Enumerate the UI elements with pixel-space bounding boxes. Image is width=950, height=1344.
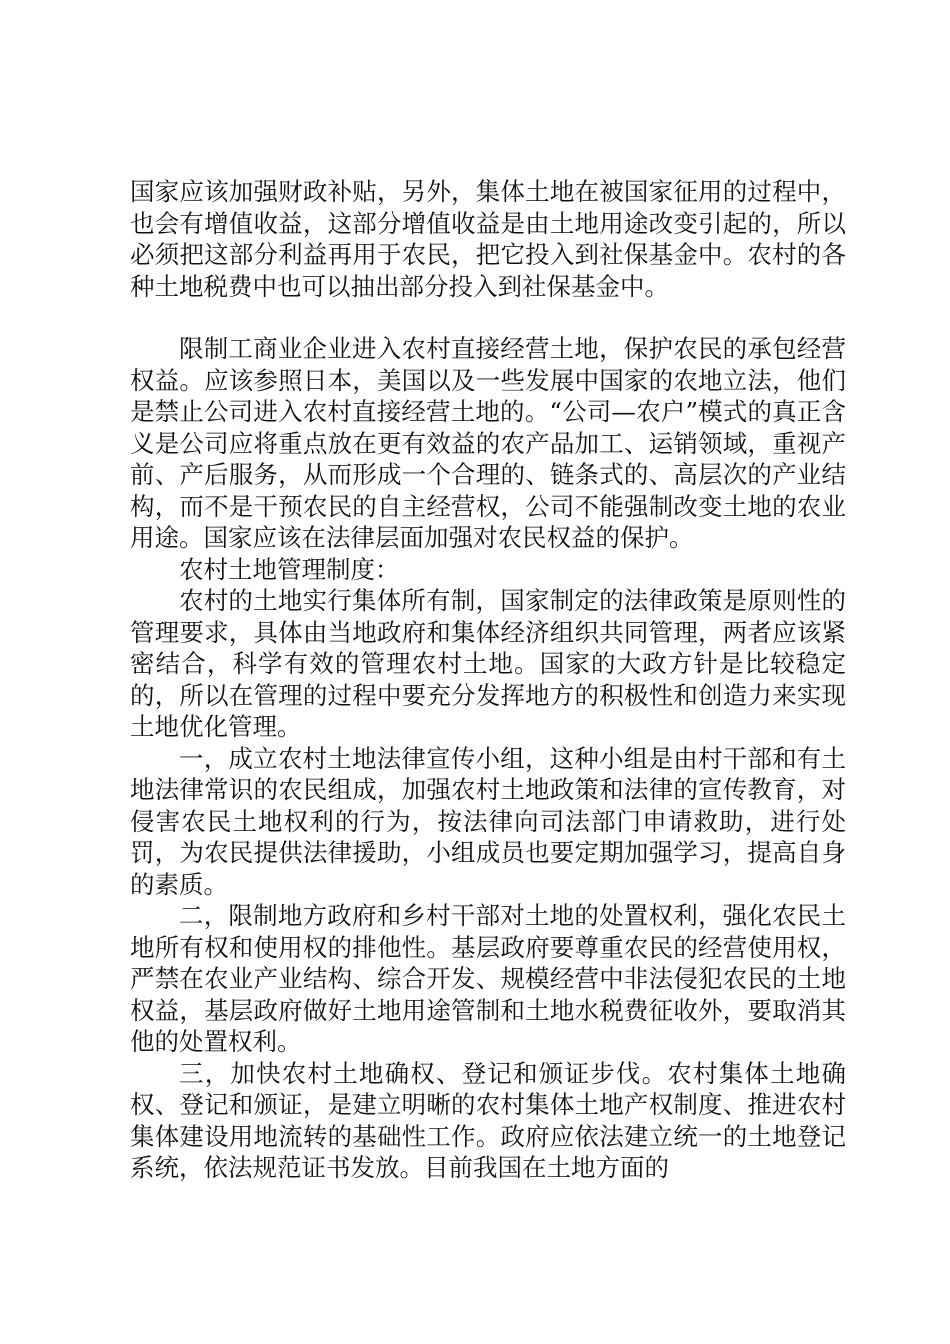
paragraph-social-security-funding: 国家应该加强财政补贴，另外，集体土地在被国家征用的过程中，也会有增值收益，这部分增值收益是由土地用途改变引起的，所以必须把这部分利益再用于农民，把它投入到社保基金中。农村的各种土地税费中也可以抽出部分投入到社保基金中。	[130, 177, 846, 301]
section-heading-land-management: 农村土地管理制度：	[179, 554, 400, 584]
paragraph-item-two: 二，限制地方政府和乡村干部对土地的处置权利，强化农民土地所有权和使用权的排他性。基层政府要尊重农民的经营使用权，严禁在农业产业结构、综合开发、规模经营中非法侵犯农民的土地权益，基层政府做好土地用途管制和土地水税费征收外，要取消其他的处置权利。	[130, 901, 846, 1056]
document-body	[130, 176, 846, 1184]
paragraph-spacer	[130, 302, 846, 333]
paragraph-item-one: 一，成立农村土地法律宣传小组，这种小组是由村干部和有土地法律常识的农民组成，加强农村土地政策和法律的宣传教育，对侵害农民土地权利的行为，按法律向司法部门申请救助，进行处罚，为农民提供法律援助，小组成员也要定期加强学习，提高自身的素质。	[130, 743, 846, 899]
paragraph-item-three: 三，加快农村土地确权、登记和颁证步伐。农村集体土地确权、登记和颁证，是建立明晰的农村集体土地产权制度、推进农村集体建设用地流转的基础性工作。政府应依法建立统一的土地登记系统，依法规范证书发放。目前我国在土地方面的	[130, 1058, 846, 1182]
paragraph-restrict-enterprises: 限制工商业企业进入农村直接经营土地，保护农民的承包经营权益。应该参照日本，美国以及一些发展中国家的农地立法，他们是禁止公司进入农村直接经营土地的。“公司—农户”模式的真正含义是公司应将重点放在更有效益的农产品加工、运销领域，重视产前、产后服务，从而形成一个合理的、链条式的、高层次的产业结构，而不是干预农民的自主经营权，公司不能强制改变土地的农业用途。国家应该在法律层面加强对农民权益的保护。	[130, 334, 846, 552]
paragraph-collective-ownership: 农村的土地实行集体所有制，国家制定的法律政策是原则性的管理要求，具体由当地政府和集体经济组织共同管理，两者应该紧密结合，科学有效的管理农村土地。国家的大政方针是比较稳定的，所以在管理的过程中要充分发挥地方的积极性和创造力来实现土地优化管理。	[130, 586, 846, 741]
